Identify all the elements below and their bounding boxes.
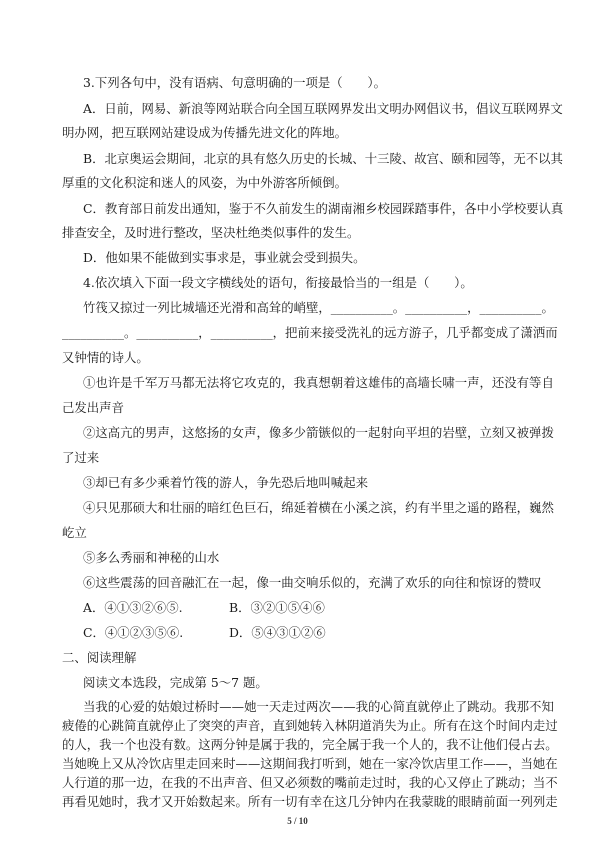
reading-text-line4: 当她晚上又从冷饮店里走回来时——这期间我打听到，她在一家冷饮店里工作——，当她在	[62, 756, 558, 771]
q3-option-c-line2: 排查安全，及时进行整改，坚决杜绝类似事件的发生。	[62, 225, 360, 240]
q3-option-c-line1: C．教育部日前发出通知，鉴于不久前发生的湖南湘乡校园踩踏事件，各中小学校要认真	[83, 201, 564, 216]
reading-text-line5: 人行道的那一边，在我的不出声音、但又必须数的嘴前走过时，我的心又停止了跳动；当不	[62, 775, 558, 790]
q3-option-a-line1: A．日前，网易、新浪等网站联合向全国互联网界发出文明办网倡议书，倡议互联网界文	[83, 101, 563, 116]
q4-sentence-4-line1: ④只见那硕大和壮丽的暗红色巨石，绵延着横在小溪之滨，约有半里之遥的路程，巍然	[83, 500, 554, 515]
q4-option-d: D．⑤④③①②⑥	[229, 625, 326, 640]
q4-passage-line2: __________。__________，__________，把前来接受洗礼的远方游子，几乎都变成了潇洒而	[62, 325, 558, 340]
q4-sentence-3: ③却已有多少乘着竹筏的游人，争先恐后地叫喊起来	[83, 475, 368, 490]
reading-text-line1: 当我的心爱的姑娘过桥时——她一天走过两次——我的心简直就停止了跳动。我那不知	[83, 699, 554, 714]
section-heading: 二、阅读理解	[62, 650, 137, 665]
q4-passage-line1: 竹筏又掠过一列比城墙还光滑和高耸的峭壁，__________。__________，__________。	[83, 300, 554, 315]
q4-sentence-2-line2: 了过来	[62, 450, 100, 465]
q4-passage-line3: 又钟情的诗人。	[62, 350, 149, 365]
page-number: 5 / 10	[287, 816, 308, 826]
reading-text-line2: 疲倦的心跳简直就停止了突突的声音，直到她转入林阴道消失为止。所有在这个时间内走过	[62, 718, 558, 733]
q4-option-b: B．③②①⑤④⑥	[229, 600, 325, 615]
q4-sentence-4-line2: 屹立	[62, 525, 87, 540]
q3-option-a-line2: 明办网，把互联网站建设成为传播先进文化的阵地。	[62, 125, 347, 140]
q4-sentence-1-line2: 己发出声音	[62, 400, 124, 415]
reading-text-line6: 再看见她时，我才又开始数起来。所有一切有幸在这几分钟内在我蒙眬的眼睛前面一列列走	[62, 794, 558, 809]
q4-sentence-2-line1: ②这高亢的男声，这悠扬的女声，像多少箭镞似的一起射向平坦的岩壁，立刻又被弹拨	[83, 425, 554, 440]
reading-text-line3: 的人，我一个也没有数。这两分钟是属于我的，完全属于我一个人的，我不让他们侵占去。	[62, 737, 558, 752]
q3-option-b-line2: 厚重的文化积淀和迷人的风姿，为中外游客所倾倒。	[62, 175, 347, 190]
q4-stem: 4.依次填入下面一段文字横线处的语句，衔接最恰当的一组是（ ）。	[83, 275, 473, 290]
q4-option-a: A．④①③②⑥⑤.	[83, 600, 183, 615]
q3-stem: 3.下列各句中，没有语病、句意明确的一项是（ ）。	[83, 75, 386, 90]
q4-sentence-5: ⑤多么秀丽和神秘的山水	[83, 550, 220, 565]
q4-sentence-6: ⑥这些震荡的回音融汇在一起，像一曲交响乐似的，充满了欢乐的向往和惊讶的赞叹	[83, 575, 542, 590]
q4-sentence-1-line1: ①也许是千军万马都无法将它攻克的，我真想朝着这雄伟的高墙长啸一声，还没有等自	[83, 375, 554, 390]
q3-option-b-line1: B．北京奥运会期间，北京的具有悠久历史的长城、十三陵、故宫、颐和园等，无不以其	[83, 151, 563, 166]
q4-option-c: C．④①②③⑤⑥.	[83, 625, 184, 640]
q3-option-d: D．他如果不能做到实事求是，事业就会受到损失。	[83, 250, 366, 265]
section-intro: 阅读文本选段，完成第 5～7 题。	[83, 675, 268, 690]
